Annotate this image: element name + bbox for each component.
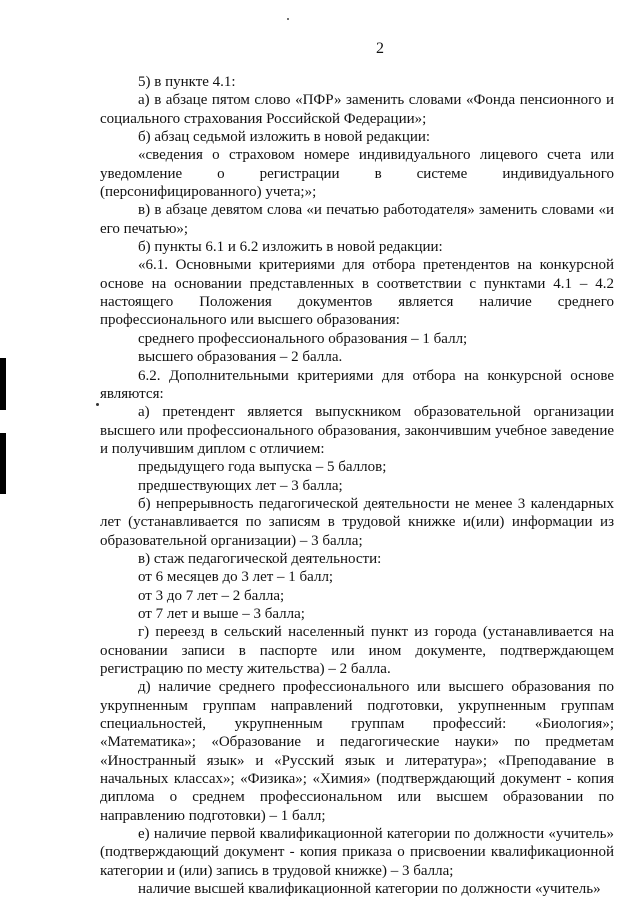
paragraph-subitem-b: б) абзац седьмой изложить в новой редакции: — [138, 129, 431, 146]
paragraph-criterion-e: е) наличие первой квалификационной категории по должности «учитель» (подтверждающий документ - копия приказа о присвоении квалификационной категории и (или) запись в трудовой книжке) – 3 балла; — [100, 826, 614, 879]
paragraph-exp-2: от 3 до 7 лет – 2 балла; — [138, 587, 285, 604]
scan-speck — [287, 18, 289, 20]
paragraph-6-1: «6.1. Основными критериями для отбора претендентов на конкурсной основе на основании представленных в соответствии с пунктами 4.1 – 4.2 настоящего Положения документов является наличие среднего профессионального или высшего образования: — [100, 257, 614, 329]
paragraph-criterion-g: г) переезд в сельский населенный пункт из города (устанавливается на основании записи в паспорте или ином документе, подтверждающем регистрацию по месту жительства) – 2 балла. — [100, 624, 614, 677]
scan-margin-mark — [0, 358, 6, 410]
paragraph-highest-category: наличие высшей квалификационной категории по должности «учитель» — [138, 881, 601, 898]
paragraph-criterion-v: в) стаж педагогической деятельности: — [138, 550, 382, 567]
document-body — [100, 73, 614, 898]
page-number: 2 — [376, 40, 384, 57]
paragraph-exp-3: от 7 лет и выше – 3 балла; — [138, 605, 305, 622]
paragraph-item-6: б) пункты 6.1 и 6.2 изложить в новой редакции: — [138, 239, 443, 256]
paragraph-quote: «сведения о страховом номере индивидуального лицевого счета или уведомление о регистрации в системе индивидуального (персонифицированного) учета;»; — [100, 147, 614, 201]
paragraph-higher-edu: высшего образования – 2 балла. — [138, 349, 343, 366]
paragraph-item-5: 5) в пункте 4.1: — [138, 74, 236, 90]
paragraph-criterion-a: а) претендент является выпускником образовательной организации высшего или профессионального образования, закончившим учебное заведение и получившим диплом с отличием: — [100, 404, 614, 457]
scan-margin-mark — [0, 433, 6, 494]
paragraph-secondary-edu: среднего профессионального образования – 1 балл; — [138, 330, 468, 347]
paragraph-prev-year: предыдущего года выпуска – 5 баллов; — [138, 459, 387, 476]
paragraph-subitem-a: а) в абзаце пятом слово «ПФР» заменить словами «Фонда пенсионного и социального страхования Российской Федерации»; — [100, 92, 614, 127]
paragraph-criterion-d: д) наличие среднего профессионального или высшего образования по укрупненным группам направлений подготовки, укрупненным группам специальностей, укрупненным группам профессий: «Биология»; «Математика»; «Образование и педагогические науки» по предметам «Иностранный язык» и «Русский язык и литература»; «Преподавание в начальных классах»; «Физика»; «Химия» (подтверждающий документ - копия диплома о среднем профессиональном или высшем образовании по направлению подготовки) – 1 балл; — [100, 679, 614, 824]
paragraph-subitem-v: в) в абзаце девятом слова «и печатью работодателя» заменить словами «и его печатью»; — [100, 202, 614, 237]
scan-dot — [96, 403, 99, 406]
paragraph-exp-1: от 6 месяцев до 3 лет – 1 балл; — [138, 569, 334, 586]
paragraph-earlier-years: предшествующих лет – 3 балла; — [138, 477, 343, 494]
paragraph-criterion-b: б) непрерывность педагогической деятельности не менее 3 календарных лет (устанавливается по записям в трудовой книжке и(или) информации из образовательной организации) – 3 балла; — [100, 495, 614, 549]
paragraph-6-2: 6.2. Дополнительными критериями для отбора на конкурсной основе являются: — [100, 367, 614, 402]
